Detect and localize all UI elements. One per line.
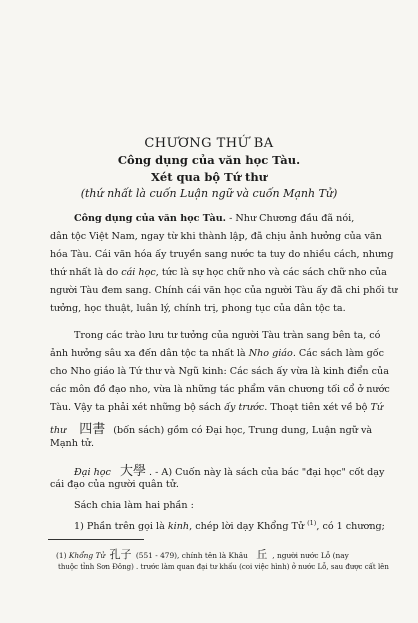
- footnote-line: [56, 546, 349, 562]
- paragraph-1-line: [50, 267, 386, 278]
- cjk-characters: 大學: [119, 464, 146, 479]
- text-run: ảnh hưởng sâu xa đến dân tộc ta nhất là: [50, 348, 249, 359]
- section-note: (thứ nhất là cuốn Luận ngữ và cuốn Mạnh Tử): [80, 187, 338, 200]
- footnote-divider: [48, 539, 144, 540]
- cjk-characters: 四書: [79, 422, 106, 437]
- paragraph-3-line: [74, 460, 386, 479]
- text-run: , người nước Lỗ (nay: [272, 551, 349, 560]
- italic-term: ấy trước: [224, 402, 265, 413]
- paragraph-3-line: cái đạo của người quân tử.: [50, 479, 179, 490]
- italic-term: kinh: [167, 521, 190, 533]
- italic-term: cái học: [121, 267, 156, 278]
- text-run: Tàu. Vậy ta phải xét những bộ sách: [50, 402, 225, 413]
- chapter-heading: CHƯƠNG THỨ BA: [144, 136, 274, 151]
- paragraph-1-line: dân tộc Việt Nam, ngay từ khi thành lập, đã chịu ảnh hưởng của văn: [50, 231, 382, 242]
- paragraph-2-line: [50, 348, 386, 359]
- text-run: . Thoạt tiên xét về bộ: [264, 402, 371, 413]
- paragraph-2-line: Trong các trào lưu tư tưởng của người Tàu tràn sang bên ta, có: [74, 330, 381, 341]
- italic-term: Khổng Tử: [68, 551, 106, 560]
- text-run: (551 - 479), chính tên là Khâu: [133, 551, 248, 560]
- italic-term: Đại học: [74, 467, 111, 478]
- section-title: Xét qua bộ Tứ thư: [150, 170, 268, 184]
- paragraph-2-line: cho Nho giáo là Tứ thư và Ngũ kinh: Các sách ấy vừa là kinh điển của: [50, 366, 389, 377]
- paragraph-1-lead: Công dụng của văn học Tàu.: [74, 213, 227, 224]
- text-run: . Các sách làm gốc: [292, 348, 384, 359]
- italic-term: Tứ: [370, 402, 384, 413]
- text-run: , có 1 chương;: [316, 521, 385, 533]
- italic-term: Nho giáo: [248, 348, 293, 359]
- paragraph-4-line: Sách chia làm hai phần :: [74, 500, 194, 511]
- text-run: - Như Chương đầu đã nói,: [226, 213, 355, 224]
- text-run: , tức là sự học chữ nho và các sách chữ nho của: [155, 267, 387, 278]
- italic-term: thư: [50, 425, 67, 436]
- paragraph-2-line: Mạnh tử.: [50, 438, 95, 449]
- text-run: thứ nhất là do: [50, 267, 122, 278]
- paragraph-2-line: các môn đồ đạo nho, vừa là những tác phẩm văn chương tối cổ ở nước: [50, 384, 390, 395]
- text-run: (1): [56, 551, 69, 560]
- paragraph-1-line: [74, 213, 386, 224]
- cjk-characters: 丘: [256, 548, 268, 561]
- paragraph-2-line: [50, 402, 386, 413]
- paragraph-1-line: hóa Tàu. Cái văn hóa ấy truyền sang nước ta tuy do nhiều cách, nhưng: [50, 249, 394, 260]
- text-run: . - A) Cuốn này là sách của bác "đại học" cốt dạy: [149, 467, 385, 478]
- cjk-characters: 孔子: [109, 548, 132, 561]
- paragraph-2-line: [50, 418, 386, 437]
- text-run: 1) Phần trên gọi là: [74, 521, 168, 533]
- paragraph-1-line: người Tàu đem sang. Chính cái văn học của người Tàu ấy đã chi phối tư: [50, 285, 398, 296]
- paragraph-1-line: tưởng, học thuật, luân lý, chính trị, phong tục của dân tộc ta.: [50, 303, 346, 314]
- text-run: , chép lời dạy Khổng Tử: [189, 521, 308, 533]
- text-run: (bốn sách) gồm có Đại học, Trung dung, Luận ngữ và: [113, 425, 373, 436]
- paragraph-4-line: [74, 519, 386, 532]
- chapter-subtitle: Công dụng của văn học Tàu.: [117, 153, 301, 167]
- footnote-marker: (1): [307, 519, 317, 527]
- footnote-line: thuộc tỉnh Sơn Đông) . trước làm quan đại tư khấu (coi việc hình) ở nước Lỗ, sau được cất lên: [58, 563, 389, 571]
